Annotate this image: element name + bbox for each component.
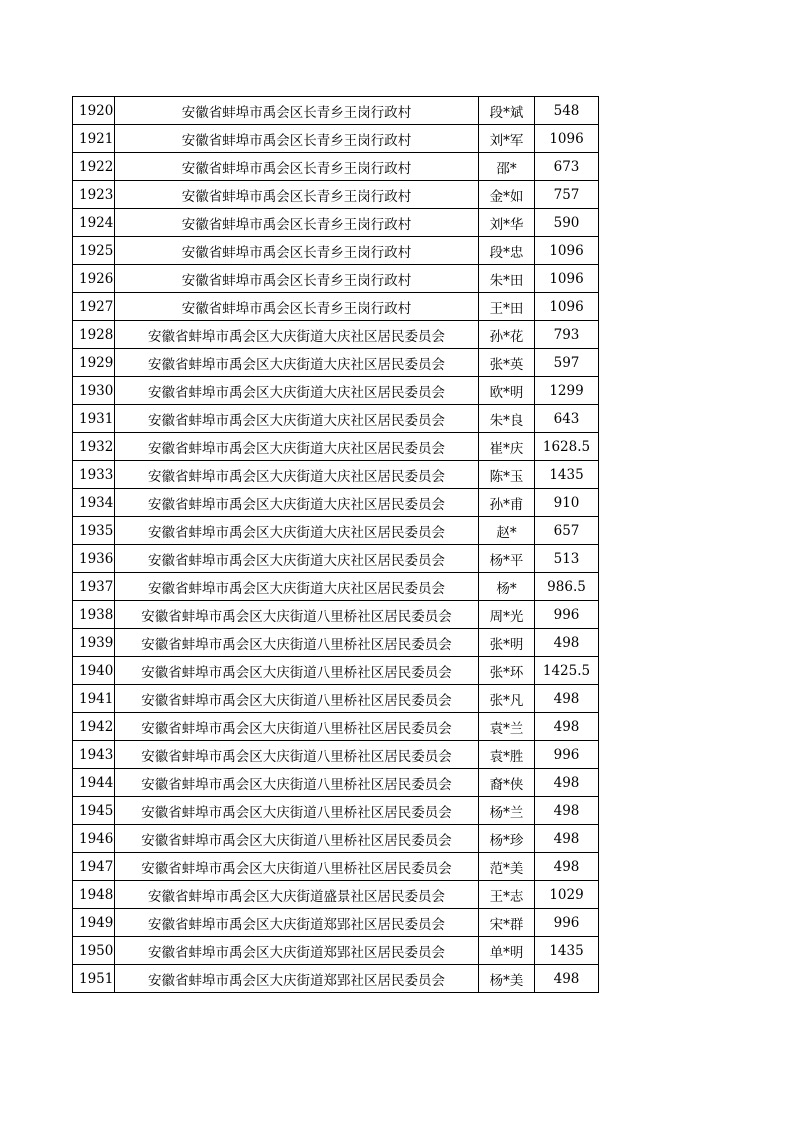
row-number-cell: 1947 [73,853,115,881]
amount-cell: 1628.5 [535,433,599,461]
address-cell: 安徽省蚌埠市禹会区长青乡王岗行政村 [115,265,479,293]
table-row [73,825,599,853]
address-cell: 安徽省蚌埠市禹会区大庆街道八里桥社区居民委员会 [115,713,479,741]
row-number-cell: 1920 [73,97,115,125]
table-row [73,769,599,797]
table-row [73,153,599,181]
row-number-cell: 1933 [73,461,115,489]
table-row [73,573,599,601]
amount-cell: 1299 [535,377,599,405]
row-number-cell: 1924 [73,209,115,237]
table-row [73,181,599,209]
row-number-cell: 1939 [73,629,115,657]
address-cell: 安徽省蚌埠市禹会区大庆街道八里桥社区居民委员会 [115,601,479,629]
name-cell: 赵* [479,517,535,545]
amount-cell: 1425.5 [535,657,599,685]
amount-cell: 597 [535,349,599,377]
amount-cell: 498 [535,825,599,853]
address-cell: 安徽省蚌埠市禹会区大庆街道大庆社区居民委员会 [115,405,479,433]
name-cell: 邵* [479,153,535,181]
name-cell: 孙*花 [479,321,535,349]
table-row [73,657,599,685]
amount-cell: 513 [535,545,599,573]
amount-cell: 1435 [535,937,599,965]
amount-cell: 1096 [535,237,599,265]
table-row [73,937,599,965]
name-cell: 金*如 [479,181,535,209]
records-table [72,96,599,993]
name-cell: 段*斌 [479,97,535,125]
address-cell: 安徽省蚌埠市禹会区大庆街道八里桥社区居民委员会 [115,825,479,853]
table-row [73,545,599,573]
name-cell: 朱*良 [479,405,535,433]
address-cell: 安徽省蚌埠市禹会区大庆街道八里桥社区居民委员会 [115,657,479,685]
address-cell: 安徽省蚌埠市禹会区大庆街道八里桥社区居民委员会 [115,685,479,713]
address-cell: 安徽省蚌埠市禹会区大庆街道八里桥社区居民委员会 [115,741,479,769]
address-cell: 安徽省蚌埠市禹会区大庆街道八里桥社区居民委员会 [115,797,479,825]
table-row [73,713,599,741]
table-row [73,881,599,909]
row-number-cell: 1928 [73,321,115,349]
amount-cell: 986.5 [535,573,599,601]
name-cell: 崔*庆 [479,433,535,461]
row-number-cell: 1922 [73,153,115,181]
row-number-cell: 1938 [73,601,115,629]
data-sheet [72,96,599,993]
amount-cell: 1096 [535,125,599,153]
row-number-cell: 1944 [73,769,115,797]
name-cell: 范*美 [479,853,535,881]
amount-cell: 498 [535,965,599,993]
amount-cell: 673 [535,153,599,181]
address-cell: 安徽省蚌埠市禹会区大庆街道盛景社区居民委员会 [115,881,479,909]
amount-cell: 657 [535,517,599,545]
name-cell: 刘*华 [479,209,535,237]
address-cell: 安徽省蚌埠市禹会区大庆街道大庆社区居民委员会 [115,489,479,517]
name-cell: 张*明 [479,629,535,657]
row-number-cell: 1949 [73,909,115,937]
row-number-cell: 1943 [73,741,115,769]
address-cell: 安徽省蚌埠市禹会区大庆街道大庆社区居民委员会 [115,517,479,545]
row-number-cell: 1942 [73,713,115,741]
address-cell: 安徽省蚌埠市禹会区大庆街道大庆社区居民委员会 [115,377,479,405]
row-number-cell: 1921 [73,125,115,153]
name-cell: 袁*兰 [479,713,535,741]
table-row [73,853,599,881]
name-cell: 朱*田 [479,265,535,293]
table-row [73,265,599,293]
address-cell: 安徽省蚌埠市禹会区大庆街道八里桥社区居民委员会 [115,629,479,657]
table-row [73,237,599,265]
amount-cell: 498 [535,853,599,881]
amount-cell: 996 [535,741,599,769]
name-cell: 裔*侠 [479,769,535,797]
table-row [73,321,599,349]
table-row [73,293,599,321]
name-cell: 刘*军 [479,125,535,153]
address-cell: 安徽省蚌埠市禹会区长青乡王岗行政村 [115,237,479,265]
table-row [73,909,599,937]
address-cell: 安徽省蚌埠市禹会区长青乡王岗行政村 [115,97,479,125]
name-cell: 张*英 [479,349,535,377]
name-cell: 杨*珍 [479,825,535,853]
name-cell: 周*光 [479,601,535,629]
name-cell: 王*志 [479,881,535,909]
address-cell: 安徽省蚌埠市禹会区大庆街道八里桥社区居民委员会 [115,769,479,797]
table-row [73,797,599,825]
amount-cell: 1096 [535,265,599,293]
row-number-cell: 1948 [73,881,115,909]
row-number-cell: 1934 [73,489,115,517]
row-number-cell: 1940 [73,657,115,685]
row-number-cell: 1945 [73,797,115,825]
table-row [73,517,599,545]
name-cell: 宋*群 [479,909,535,937]
table-row [73,461,599,489]
row-number-cell: 1936 [73,545,115,573]
address-cell: 安徽省蚌埠市禹会区大庆街道郑郢社区居民委员会 [115,937,479,965]
amount-cell: 498 [535,629,599,657]
row-number-cell: 1931 [73,405,115,433]
row-number-cell: 1929 [73,349,115,377]
table-row [73,209,599,237]
address-cell: 安徽省蚌埠市禹会区大庆街道郑郢社区居民委员会 [115,965,479,993]
address-cell: 安徽省蚌埠市禹会区大庆街道大庆社区居民委员会 [115,545,479,573]
row-number-cell: 1930 [73,377,115,405]
table-row [73,125,599,153]
amount-cell: 498 [535,797,599,825]
amount-cell: 498 [535,685,599,713]
row-number-cell: 1927 [73,293,115,321]
table-row [73,741,599,769]
address-cell: 安徽省蚌埠市禹会区大庆街道大庆社区居民委员会 [115,349,479,377]
table-row [73,601,599,629]
amount-cell: 910 [535,489,599,517]
address-cell: 安徽省蚌埠市禹会区长青乡王岗行政村 [115,125,479,153]
name-cell: 杨* [479,573,535,601]
amount-cell: 643 [535,405,599,433]
table-row [73,433,599,461]
amount-cell: 1029 [535,881,599,909]
amount-cell: 590 [535,209,599,237]
records-table-body [73,97,599,993]
row-number-cell: 1923 [73,181,115,209]
table-row [73,685,599,713]
name-cell: 段*忠 [479,237,535,265]
address-cell: 安徽省蚌埠市禹会区大庆街道大庆社区居民委员会 [115,573,479,601]
address-cell: 安徽省蚌埠市禹会区长青乡王岗行政村 [115,293,479,321]
address-cell: 安徽省蚌埠市禹会区长青乡王岗行政村 [115,153,479,181]
table-row [73,377,599,405]
name-cell: 张*环 [479,657,535,685]
address-cell: 安徽省蚌埠市禹会区大庆街道大庆社区居民委员会 [115,461,479,489]
amount-cell: 1435 [535,461,599,489]
name-cell: 陈*玉 [479,461,535,489]
amount-cell: 757 [535,181,599,209]
row-number-cell: 1951 [73,965,115,993]
name-cell: 杨*兰 [479,797,535,825]
amount-cell: 793 [535,321,599,349]
name-cell: 王*田 [479,293,535,321]
row-number-cell: 1925 [73,237,115,265]
table-row [73,349,599,377]
row-number-cell: 1932 [73,433,115,461]
address-cell: 安徽省蚌埠市禹会区大庆街道大庆社区居民委员会 [115,321,479,349]
row-number-cell: 1926 [73,265,115,293]
name-cell: 袁*胜 [479,741,535,769]
table-row [73,629,599,657]
row-number-cell: 1935 [73,517,115,545]
table-row [73,965,599,993]
amount-cell: 1096 [535,293,599,321]
amount-cell: 996 [535,601,599,629]
address-cell: 安徽省蚌埠市禹会区大庆街道八里桥社区居民委员会 [115,853,479,881]
amount-cell: 498 [535,713,599,741]
amount-cell: 996 [535,909,599,937]
name-cell: 欧*明 [479,377,535,405]
row-number-cell: 1950 [73,937,115,965]
address-cell: 安徽省蚌埠市禹会区长青乡王岗行政村 [115,209,479,237]
row-number-cell: 1941 [73,685,115,713]
name-cell: 杨*平 [479,545,535,573]
table-row [73,489,599,517]
row-number-cell: 1937 [73,573,115,601]
table-row [73,97,599,125]
amount-cell: 548 [535,97,599,125]
name-cell: 孙*甫 [479,489,535,517]
name-cell: 张*凡 [479,685,535,713]
row-number-cell: 1946 [73,825,115,853]
name-cell: 单*明 [479,937,535,965]
address-cell: 安徽省蚌埠市禹会区大庆街道大庆社区居民委员会 [115,433,479,461]
amount-cell: 498 [535,769,599,797]
table-row [73,405,599,433]
address-cell: 安徽省蚌埠市禹会区长青乡王岗行政村 [115,181,479,209]
address-cell: 安徽省蚌埠市禹会区大庆街道郑郢社区居民委员会 [115,909,479,937]
name-cell: 杨*美 [479,965,535,993]
